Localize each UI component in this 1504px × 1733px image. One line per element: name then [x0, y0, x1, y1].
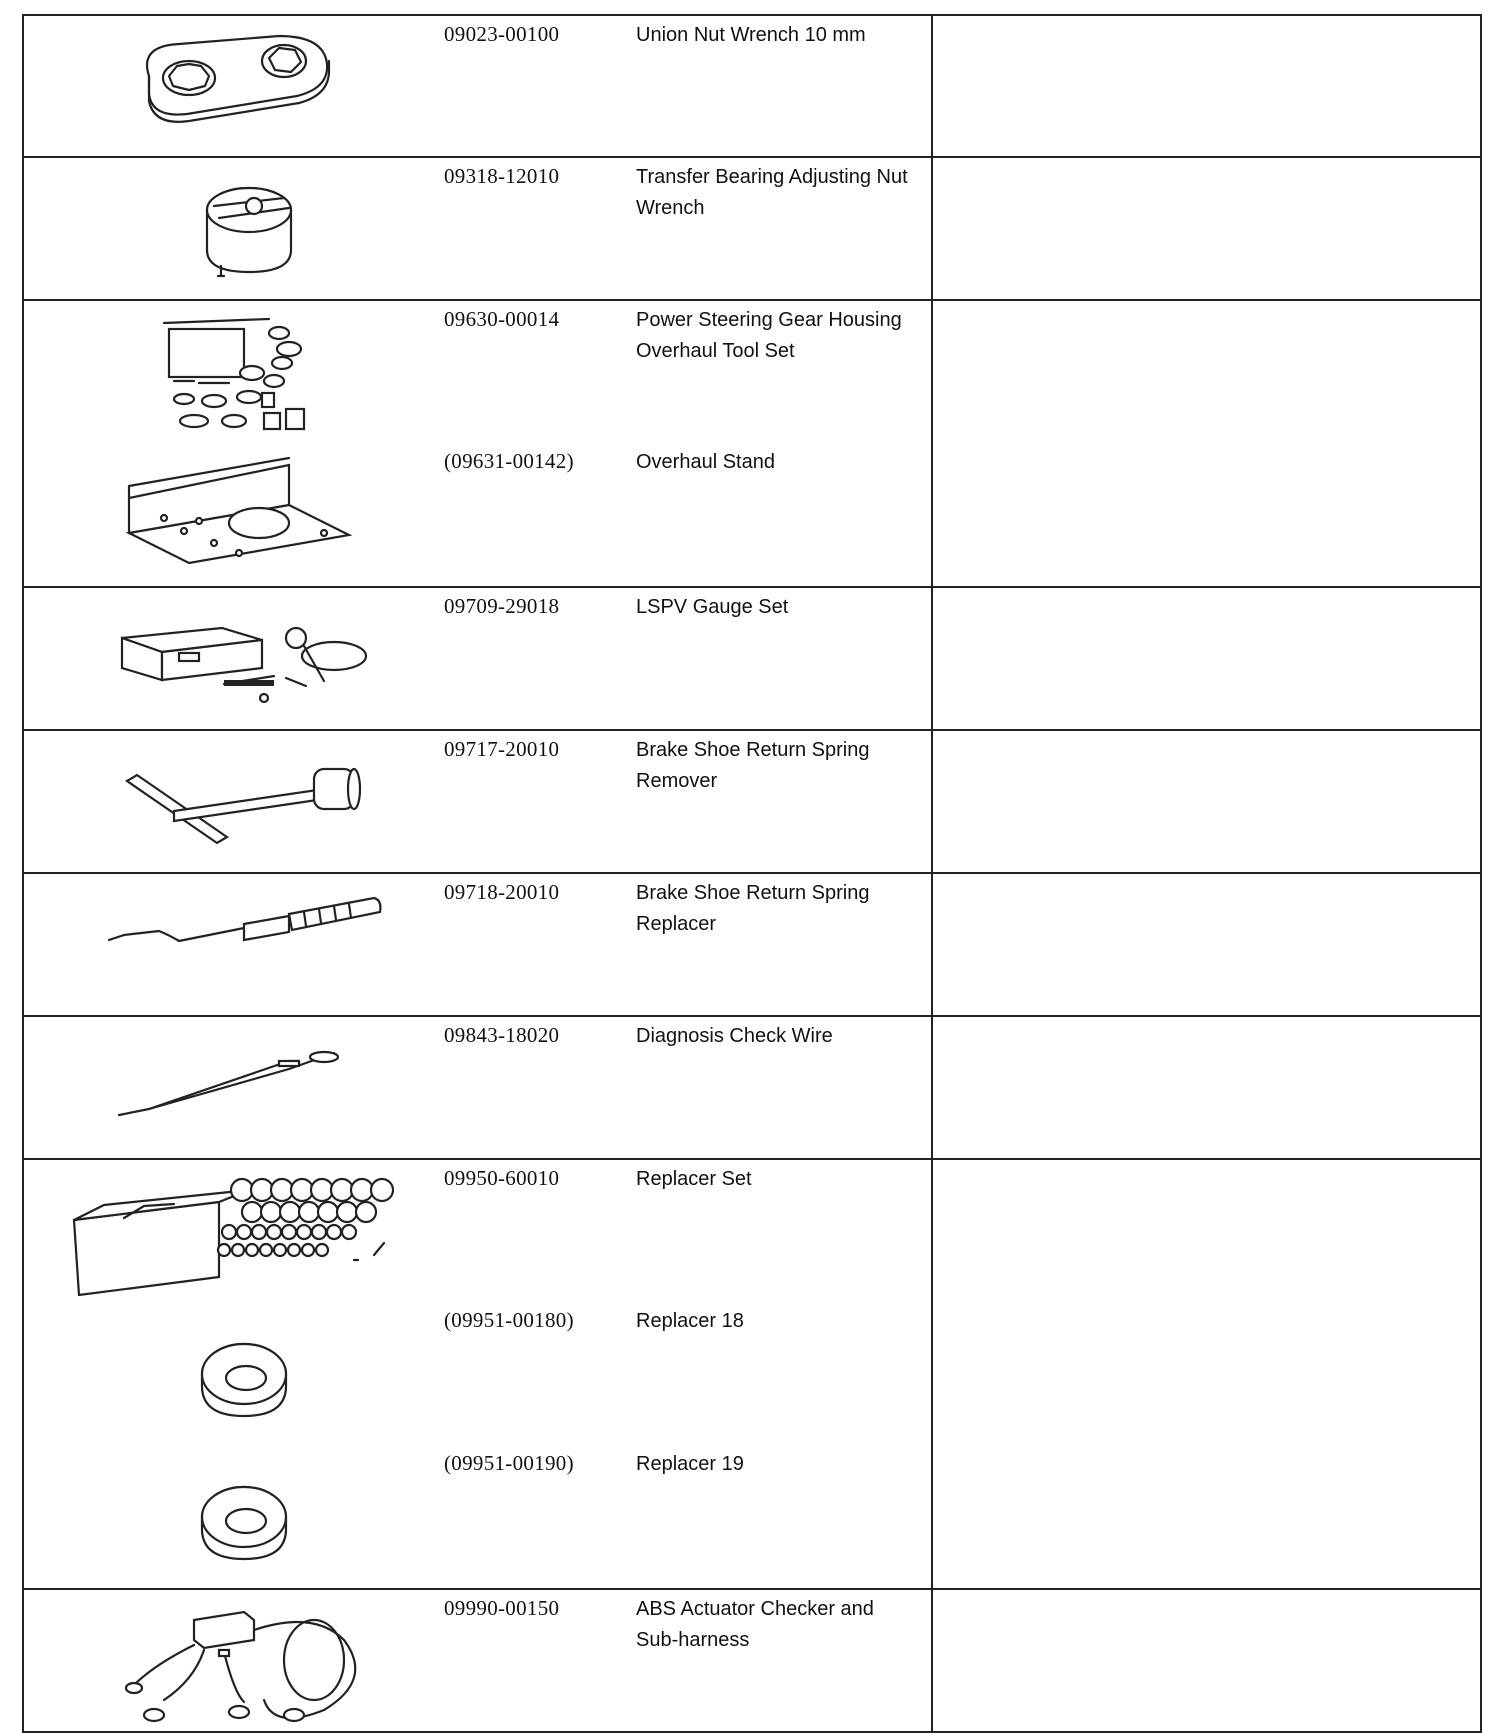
tool-cell	[23, 1016, 932, 1159]
ring-icon	[24, 1302, 434, 1438]
notes-cell	[932, 587, 1481, 730]
table-row	[23, 587, 1481, 730]
tool-name: LSPV Gauge Set	[636, 596, 789, 618]
tool-name: ABS Actuator Checker and Sub-harness	[636, 1598, 874, 1651]
overhaul-stand-icon	[24, 443, 434, 579]
part-number: 09950-60010	[444, 1166, 560, 1190]
tool-name: Overhaul Stand	[636, 451, 775, 473]
check-wire-icon	[24, 1017, 434, 1153]
table-row	[23, 1589, 1481, 1732]
notes-cell	[932, 873, 1481, 1016]
union-nut-wrench-icon	[24, 16, 434, 152]
tool-name: Replacer Set	[636, 1168, 752, 1190]
tool-cell	[23, 730, 932, 873]
tool-cell	[23, 15, 932, 157]
tool-name: Union Nut Wrench 10 mm	[636, 24, 866, 46]
part-number: (09951-00180)	[444, 1308, 574, 1332]
tool-name: Replacer 19	[636, 1453, 744, 1475]
part-number: (09951-00190)	[444, 1451, 574, 1475]
tool-name: Brake Shoe Return Spring Replacer	[636, 882, 870, 935]
notes-cell	[932, 730, 1481, 873]
table-row	[23, 873, 1481, 1016]
part-number: 09717-20010	[444, 737, 560, 761]
notes-cell	[932, 15, 1481, 157]
screwdriver-tool-icon	[24, 874, 434, 1010]
notes-cell	[932, 1016, 1481, 1159]
tool-set-icon	[24, 301, 434, 437]
part-number: (09631-00142)	[444, 449, 574, 473]
tool-cell	[23, 300, 932, 587]
part-number: 09843-18020	[444, 1023, 560, 1047]
tool-cell	[23, 1159, 932, 1589]
bearing-nut-wrench-icon	[24, 158, 434, 294]
t-handle-tool-icon	[24, 731, 434, 867]
tool-name: Replacer 18	[636, 1310, 744, 1332]
part-number: 09709-29018	[444, 594, 560, 618]
notes-cell	[932, 1589, 1481, 1732]
notes-cell	[932, 1159, 1481, 1589]
tool-name: Brake Shoe Return Spring Remover	[636, 739, 870, 792]
part-number: 09990-00150	[444, 1596, 560, 1620]
notes-cell	[932, 300, 1481, 587]
table-row	[23, 15, 1481, 157]
tool-name: Transfer Bearing Adjusting Nut Wrench	[636, 166, 908, 219]
special-service-tools-table	[22, 14, 1482, 1733]
part-number: 09023-00100	[444, 22, 560, 46]
part-number: 09718-20010	[444, 880, 560, 904]
table-row	[23, 157, 1481, 300]
ring-icon	[24, 1445, 434, 1581]
tool-cell	[23, 873, 932, 1016]
replacer-set-icon	[24, 1160, 434, 1296]
tool-name: Diagnosis Check Wire	[636, 1025, 833, 1047]
part-number: 09630-00014	[444, 307, 560, 331]
tool-name: Power Steering Gear Housing Overhaul Tool Set	[636, 309, 902, 362]
table-row	[23, 300, 1481, 587]
tool-cell	[23, 1589, 932, 1732]
table-row	[23, 1159, 1481, 1589]
tool-cell	[23, 157, 932, 300]
table-row	[23, 1016, 1481, 1159]
notes-cell	[932, 157, 1481, 300]
table-row	[23, 730, 1481, 873]
tool-cell	[23, 587, 932, 730]
gauge-set-icon	[24, 588, 434, 724]
part-number: 09318-12010	[444, 164, 560, 188]
harness-checker-icon	[24, 1590, 434, 1726]
